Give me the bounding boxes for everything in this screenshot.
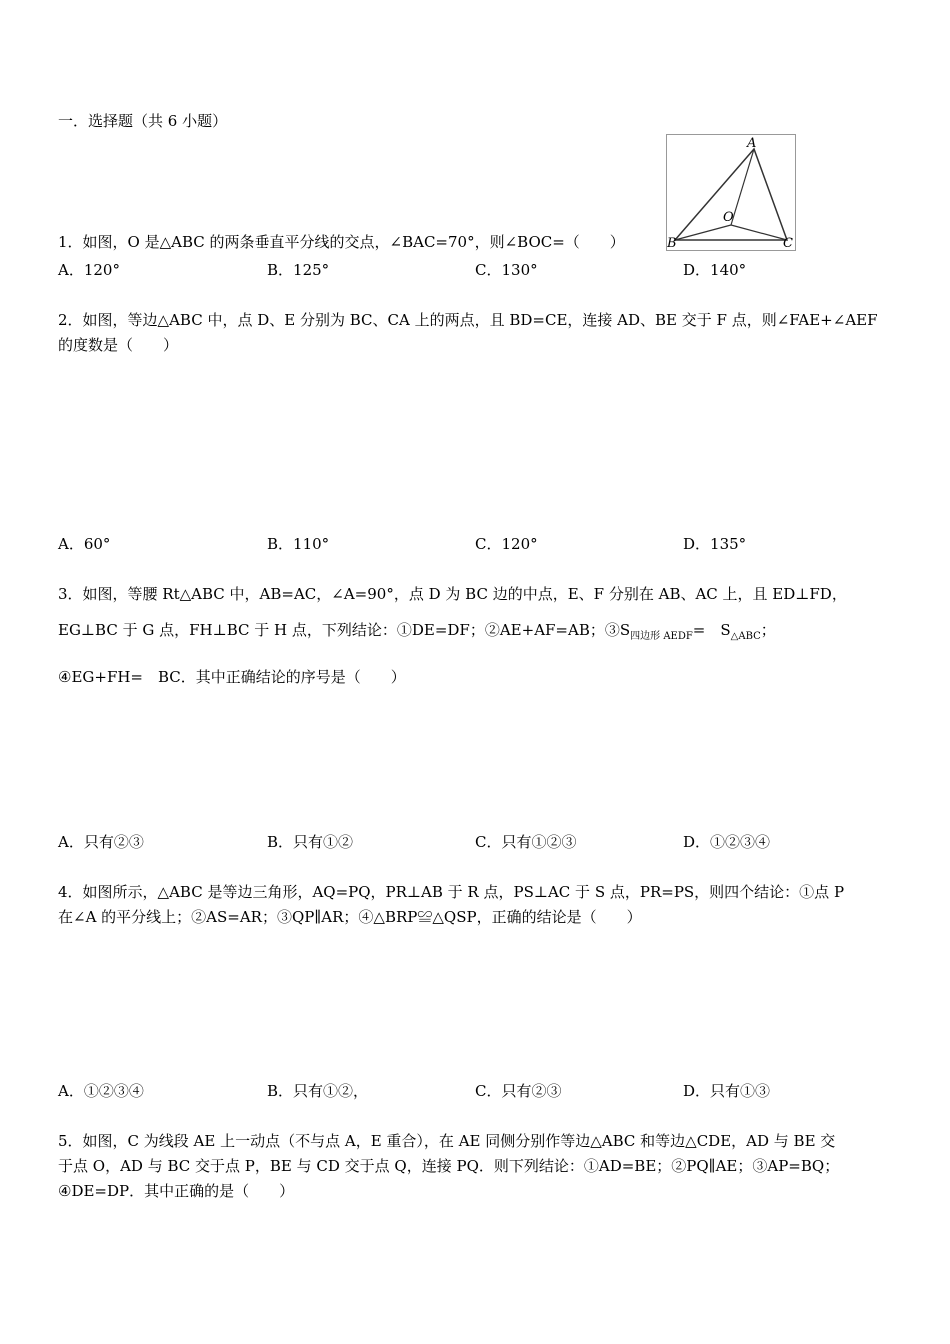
q3-option-b: B．只有①②: [267, 833, 354, 851]
vertex-label-a: A: [747, 136, 757, 151]
q4-option-c: C．只有②③: [475, 1082, 562, 1100]
q2-option-b: B．110°: [267, 535, 330, 553]
q4-stem-line2: 在∠A 的平分线上；②AS=AR；③QP∥AR；④△BRP≌△QSP，正确的结论是（ ）: [58, 908, 642, 926]
q5-stem-line1: 5．如图，C 为线段 AE 上一动点（不与点 A，E 重合），在 AE 同侧分别作等边△ABC 和等边△CDE，AD 与 BE 交: [58, 1132, 836, 1150]
point-label-o: O: [723, 210, 734, 225]
q1-stem: 1．如图，O 是△ABC 的两条垂直平分线的交点，∠BAC=70°，则∠BOC=（ ）: [58, 233, 625, 251]
q5-stem-line3: ④DE=DP．其中正确的是（ ）: [58, 1182, 295, 1200]
q1-figure: [666, 134, 796, 251]
q3-stem-line2-eq: = S: [692, 621, 731, 639]
q3-stem-line2: [58, 620, 776, 647]
section-title: 一．选择题（共 6 小题）: [58, 112, 228, 130]
q3-area-subscript: 四边形 AEDF: [630, 631, 693, 642]
q3-option-a: A．只有②③: [58, 833, 144, 851]
q1-option-a: A．120°: [58, 261, 120, 279]
q3-stem-line2-text: EG⊥BC 于 G 点，FH⊥BC 于 H 点，下列结论：①DE=DF；②AE+AF=AB；③S: [58, 621, 631, 639]
q2-stem-line1: 2．如图，等边△ABC 中，点 D、E 分别为 BC、CA 上的两点，且 BD=CE，连接 AD、BE 交于 F 点，则∠FAE+∠AEF: [58, 311, 878, 329]
q2-option-a: A．60°: [58, 535, 111, 553]
q4-option-b: B．只有①②，: [267, 1082, 369, 1100]
q3-triangle-subscript: △ABC: [730, 631, 761, 642]
q3-option-c: C．只有①②③: [475, 833, 577, 851]
q1-option-d: D．140°: [683, 261, 747, 279]
q4-option-a: A．①②③④: [58, 1082, 144, 1100]
q3-stem-line3: ④EG+FH= BC．其中正确结论的序号是（ ）: [58, 668, 406, 686]
q3-stem-line1: 3．如图，等腰 Rt△ABC 中，AB=AC，∠A=90°，点 D 为 BC 边的中点，E、F 分别在 AB、AC 上，且 ED⊥FD，: [58, 585, 847, 603]
vertex-label-c: C: [783, 236, 793, 250]
q2-option-d: D．135°: [683, 535, 747, 553]
q2-stem-line2: 的度数是（ ）: [58, 336, 179, 354]
q3-option-d: D．①②③④: [683, 833, 771, 851]
triangle-abc-diagram: [667, 135, 795, 250]
q5-stem-line2: 于点 O，AD 与 BC 交于点 P，BE 与 CD 交于点 Q，连接 PQ．则下列结论：①AD=BE；②PQ∥AE；③AP=BQ；: [58, 1157, 840, 1175]
q1-option-b: B．125°: [267, 261, 330, 279]
q4-stem-line1: 4．如图所示，△ABC 是等边三角形，AQ=PQ，PR⊥AB 于 R 点，PS⊥AC 于 S 点，PR=PS，则四个结论：①点 P: [58, 883, 845, 901]
q3-stem-line2-end: ；: [760, 621, 776, 639]
vertex-label-b: B: [667, 236, 677, 250]
q4-option-d: D．只有①③: [683, 1082, 771, 1100]
q2-option-c: C．120°: [475, 535, 538, 553]
q1-option-c: C．130°: [475, 261, 538, 279]
